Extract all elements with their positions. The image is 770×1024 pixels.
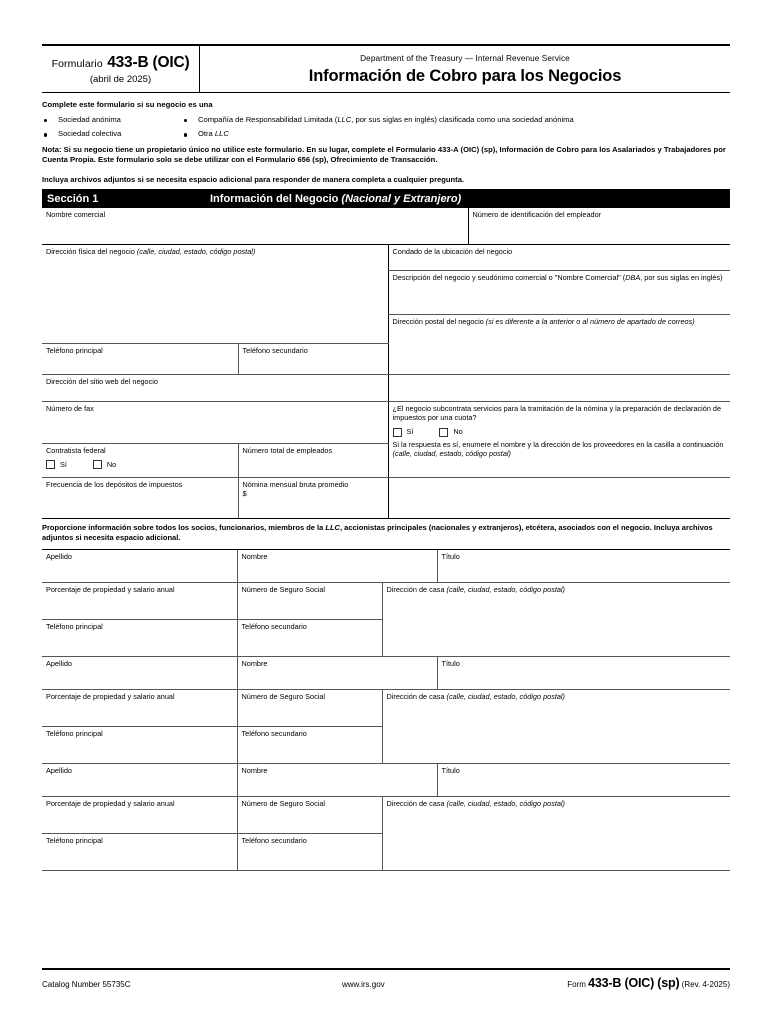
label-total-employees: Número total de empleados xyxy=(242,445,333,455)
field-federal-contractor[interactable] xyxy=(42,443,238,477)
label-ownership: Porcentaje de propiedad y salario anual xyxy=(46,584,175,594)
label-business-name: Nombre comercial xyxy=(46,210,106,220)
person-2-primary-phone[interactable] xyxy=(42,726,237,763)
intro-lead: Complete este formulario si su negocio es una xyxy=(42,100,213,109)
person-2-name-row xyxy=(42,656,730,689)
field-deposit-frequency[interactable] xyxy=(42,477,238,518)
label-deposit-frequency: Frecuencia de los depósitos de impuestos xyxy=(46,479,183,489)
person-3-primary-phone[interactable] xyxy=(42,833,237,870)
field-business-name[interactable] xyxy=(42,208,468,244)
label-website: Dirección del sitio web del negocio xyxy=(46,376,158,386)
label-payroll-yes: Sí xyxy=(406,427,414,437)
field-payroll-providers-box[interactable] xyxy=(388,477,730,518)
person-3-first-name[interactable] xyxy=(237,763,437,796)
person-1-name-row xyxy=(42,549,730,582)
label-gross-payroll: Nómina mensual bruta promedio xyxy=(242,479,349,489)
row-address-county xyxy=(42,244,730,270)
person-1-title[interactable] xyxy=(437,549,730,582)
label-ssn: Número de Seguro Social xyxy=(241,798,326,808)
intro-note: Nota: Si su negocio tiene un propietario único no utilice este formulario. En su lugar, complete el Formulario 433-A (OIC) (sp), Información de Cobro para los Asalariados y Trabajadores por Cuenta Propia. Este formulario solo se debe utilizar con el Formulario 656 (sp), Ofrecimiento de Transacción. xyxy=(42,144,726,165)
label-primary-phone: Teléfono principal xyxy=(46,835,103,845)
footer-form-number: 433-B (OIC) (sp) xyxy=(588,976,680,990)
bullet-row xyxy=(42,130,730,138)
field-physical-address[interactable] xyxy=(42,244,388,343)
person-2-home-address[interactable] xyxy=(382,689,730,763)
page-title: Información de Cobro para los Negocios xyxy=(308,66,622,85)
label-primary-phone: Teléfono principal xyxy=(46,728,103,738)
field-fax[interactable] xyxy=(42,401,388,443)
label-last-name: Apellido xyxy=(46,551,72,561)
contractor-yesno-group xyxy=(46,460,238,469)
bullet-other-llc: Otra LLC xyxy=(182,130,730,138)
person-1-home-address[interactable] xyxy=(382,582,730,656)
label-ein: Número de identificación del empleador xyxy=(472,210,602,220)
row-website xyxy=(42,374,730,401)
label-contractor-no: No xyxy=(106,459,117,469)
section-1-bar xyxy=(42,189,730,208)
row-deposits-payroll xyxy=(42,477,730,518)
label-home-address: Dirección de casa (calle, ciudad, estado, código postal) xyxy=(386,584,565,594)
person-3-ownership[interactable] xyxy=(42,796,237,833)
form-number: 433-B (OIC) xyxy=(107,54,190,71)
field-county[interactable] xyxy=(388,244,730,270)
gross-payroll-dollar-sign: $ xyxy=(242,489,247,499)
form-footer xyxy=(42,968,730,990)
form-number-line xyxy=(52,55,190,71)
person-1-first-name[interactable] xyxy=(237,549,437,582)
footer-form-revision: (Rev. 4-2025) xyxy=(681,980,730,989)
field-gross-payroll[interactable] xyxy=(238,477,388,518)
persons-grid xyxy=(42,549,730,871)
form-sheet xyxy=(42,0,730,871)
section-1-title: Información del Negocio (Nacional y Extranjero) xyxy=(210,192,462,205)
footer-form-word: Form xyxy=(567,980,586,989)
bullet-llc-corp: Compañía de Responsabilidad Limitada (LLC, por sus siglas en inglés) clasificada como una sociedad anónima xyxy=(182,116,730,124)
label-federal-contractor: Contratista federal xyxy=(46,445,106,455)
label-mailing-address: Dirección postal del negocio (si es diferente a la anterior o al número de apartado de correos) xyxy=(392,316,695,326)
intro-attachments-note: Incluya archivos adjuntos si se necesita espacio adicional para responder de manera completa a cualquier pregunta. xyxy=(42,175,465,185)
checkbox-contractor-yes[interactable] xyxy=(46,460,55,469)
label-primary-phone: Teléfono principal xyxy=(46,621,103,631)
irs-website[interactable]: www.irs.gov xyxy=(342,980,385,989)
checkbox-payroll-no[interactable] xyxy=(439,428,448,437)
person-2-ownership-row xyxy=(42,689,730,726)
person-2-first-name[interactable] xyxy=(237,656,437,689)
bullet-partnership: Sociedad colectiva xyxy=(42,130,182,138)
field-payroll-outsourcing[interactable] xyxy=(388,401,730,477)
form-identity-block xyxy=(42,46,200,92)
label-title: Título xyxy=(441,765,460,775)
form-title-block xyxy=(200,46,730,92)
label-first-name: Nombre xyxy=(241,551,268,561)
person-1-primary-phone[interactable] xyxy=(42,619,237,656)
label-payroll-followup: Si la respuesta es sí, enumere el nombre y la dirección de los proveedores en la casilla a continuación (calle, ciudad, estado, código postal) xyxy=(392,439,724,459)
section-1-number: Sección 1 xyxy=(47,192,99,205)
field-ein[interactable] xyxy=(468,208,730,244)
field-mailing-address[interactable] xyxy=(388,314,730,374)
catalog-number: Catalog Number 55735C xyxy=(42,980,131,989)
label-description-dba: Descripción del negocio y seudónimo comercial o "Nombre Comercial" (DBA, por sus siglas en inglés) xyxy=(392,272,723,282)
label-first-name: Nombre xyxy=(241,765,268,775)
bullet-corporation: Sociedad anónima xyxy=(42,116,182,124)
label-title: Título xyxy=(441,658,460,668)
bullet-row xyxy=(42,116,730,124)
person-1-ownership[interactable] xyxy=(42,582,237,619)
field-website[interactable] xyxy=(42,374,388,401)
person-1-last-name[interactable] xyxy=(42,549,237,582)
form-revision-date: (abril de 2025) xyxy=(89,74,152,85)
checkbox-payroll-yes[interactable] xyxy=(393,428,402,437)
person-1-ownership-row xyxy=(42,582,730,619)
field-total-employees[interactable] xyxy=(238,443,388,477)
intro-section xyxy=(42,93,730,184)
label-physical-address: Dirección física del negocio (calle, ciudad, estado, código postal) xyxy=(46,246,256,256)
label-county: Condado de la ubicación del negocio xyxy=(392,246,513,256)
footer-form-identity xyxy=(502,976,730,990)
label-secondary-phone: Teléfono secundario xyxy=(241,621,307,631)
field-description-dba[interactable] xyxy=(388,270,730,314)
label-secondary-phone: Teléfono secundario xyxy=(242,345,308,355)
person-3-secondary-phone[interactable] xyxy=(237,833,382,870)
person-3-name-row xyxy=(42,763,730,796)
footer-row xyxy=(42,970,730,990)
entity-type-bullets xyxy=(42,116,730,139)
label-ownership: Porcentaje de propiedad y salario anual xyxy=(46,798,175,808)
person-1-ssn[interactable] xyxy=(237,582,382,619)
person-3-title[interactable] xyxy=(437,763,730,796)
label-title: Título xyxy=(441,551,460,561)
field-primary-phone[interactable] xyxy=(42,343,238,374)
label-ownership: Porcentaje de propiedad y salario anual xyxy=(46,691,175,701)
payroll-yesno-group xyxy=(393,427,731,436)
department-line: Department of the Treasury — Internal Revenue Service xyxy=(360,53,570,63)
label-home-address: Dirección de casa (calle, ciudad, estado, código postal) xyxy=(386,691,565,701)
label-primary-phone: Teléfono principal xyxy=(46,345,103,355)
person-2-ssn[interactable] xyxy=(237,689,382,726)
person-2-ownership[interactable] xyxy=(42,689,237,726)
person-3-last-name[interactable] xyxy=(42,763,237,796)
row-fax-payroll xyxy=(42,401,730,443)
label-secondary-phone: Teléfono secundario xyxy=(241,728,307,738)
persons-intro: Proporcione información sobre todos los socios, funcionarios, miembros de la LLC, accionistas principales (nacionales y extranjeros), etcétera, asociados con el negocio. Incluya archivos adjuntos si necesita espacio adicional. xyxy=(42,522,713,543)
label-payroll-no: No xyxy=(453,427,463,437)
field-mailing-address-cont[interactable] xyxy=(388,374,730,401)
person-1-secondary-phone[interactable] xyxy=(237,619,382,656)
person-3-ssn[interactable] xyxy=(237,796,382,833)
label-first-name: Nombre xyxy=(241,658,268,668)
field-secondary-phone[interactable] xyxy=(238,343,388,374)
checkbox-contractor-no[interactable] xyxy=(93,460,102,469)
label-ssn: Número de Seguro Social xyxy=(241,691,326,701)
row-name-ein xyxy=(42,208,730,244)
person-3-home-address[interactable] xyxy=(382,796,730,870)
label-payroll-question: ¿El negocio subcontrata servicios para la tramitación de la nómina y la preparación de declaración de impuestos por una cuota? xyxy=(392,403,722,423)
label-contractor-yes: Sí xyxy=(60,459,67,469)
label-ssn: Número de Seguro Social xyxy=(241,584,326,594)
label-secondary-phone: Teléfono secundario xyxy=(241,835,307,845)
form-header xyxy=(42,46,730,93)
person-3-ownership-row xyxy=(42,796,730,833)
form-word: Formulario xyxy=(51,58,103,70)
label-fax: Número de fax xyxy=(46,403,94,413)
label-home-address: Dirección de casa (calle, ciudad, estado, código postal) xyxy=(386,798,565,808)
label-last-name: Apellido xyxy=(46,765,72,775)
label-last-name: Apellido xyxy=(46,658,72,668)
business-info-grid xyxy=(42,208,730,519)
person-2-last-name[interactable] xyxy=(42,656,237,689)
person-2-secondary-phone[interactable] xyxy=(237,726,382,763)
person-2-title[interactable] xyxy=(437,656,730,689)
